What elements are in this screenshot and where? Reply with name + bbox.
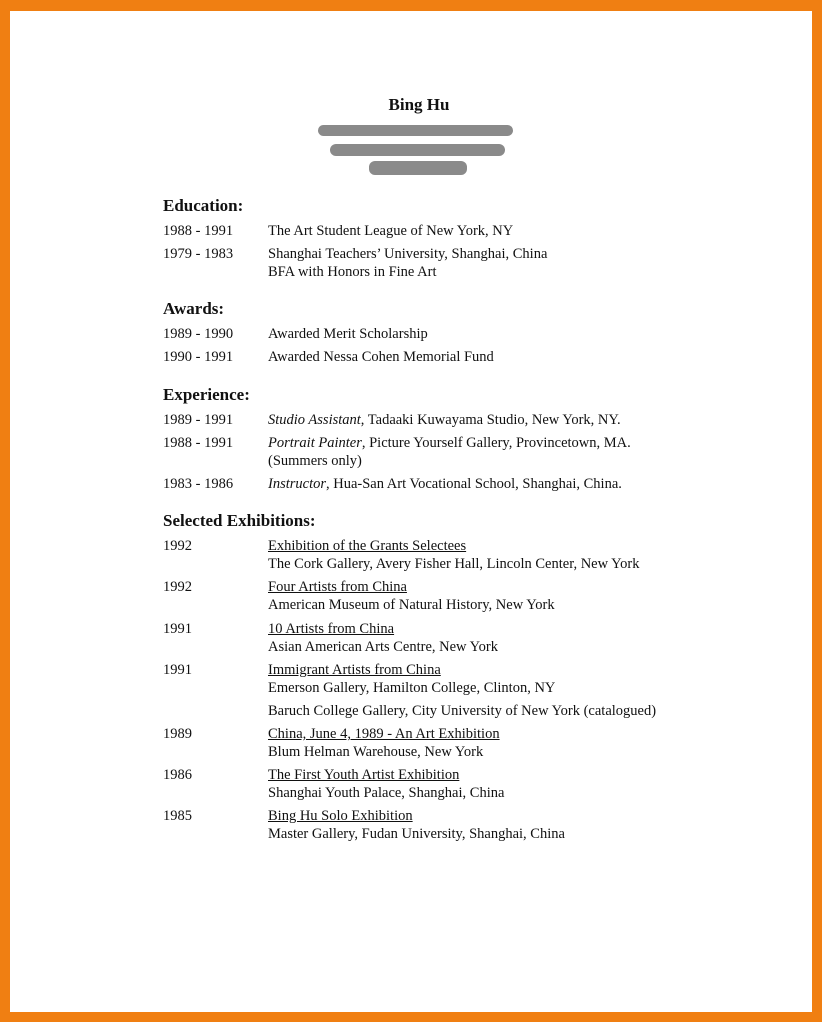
education-years: 1988 - 1991: [163, 223, 234, 239]
redacted-address-line-1: [318, 125, 513, 136]
exhibition-title: Immigrant Artists from China: [268, 662, 441, 678]
exhibition-venue: Emerson Gallery, Hamilton College, Clinton, NY: [268, 680, 556, 696]
redacted-address-line-3: [369, 161, 467, 175]
exhibition-venue: Shanghai Youth Palace, Shanghai, China: [268, 785, 505, 801]
education-entry-detail: BFA with Honors in Fine Art: [268, 264, 437, 280]
exhibition-year: 1985: [163, 808, 192, 824]
awards-heading: Awards:: [163, 299, 225, 318]
experience-note: (Summers only): [268, 453, 362, 469]
education-entry: Shanghai Teachers’ University, Shanghai, China: [268, 246, 548, 262]
exhibition-venue: Baruch College Gallery, City University of New York (catalogued): [268, 703, 657, 719]
exhibition-title: Four Artists from China: [268, 579, 407, 595]
experience-role: Studio Assistant: [268, 412, 361, 428]
experience-entry: [268, 434, 631, 452]
exhibition-venue: The Cork Gallery, Avery Fisher Hall, Lincoln Center, New York: [268, 556, 640, 572]
experience-entry: [268, 411, 621, 429]
experience-role: Portrait Painter: [268, 435, 362, 451]
resume-page: [10, 11, 812, 1012]
exhibition-year: 1986: [163, 767, 192, 783]
exhibition-year: 1992: [163, 579, 192, 595]
experience-role: Instructor: [268, 476, 326, 492]
award-entry: Awarded Nessa Cohen Memorial Fund: [268, 349, 494, 365]
experience-years: 1983 - 1986: [163, 476, 234, 492]
education-years: 1979 - 1983: [163, 246, 234, 262]
exhibition-year: 1992: [163, 538, 192, 554]
experience-heading: Experience:: [163, 385, 250, 404]
exhibition-venue: Master Gallery, Fudan University, Shanghai, China: [268, 826, 565, 842]
experience-place: , Tadaaki Kuwayama Studio, New York, NY.: [360, 412, 621, 428]
exhibitions-heading: Selected Exhibitions:: [163, 511, 316, 530]
redacted-address-line-2: [330, 144, 505, 156]
experience-place: , Hua-San Art Vocational School, Shanghai, China.: [326, 476, 622, 492]
exhibition-year: 1991: [163, 662, 192, 678]
exhibition-venue: Asian American Arts Centre, New York: [268, 639, 498, 655]
exhibition-year: 1989: [163, 726, 192, 742]
exhibition-year: 1991: [163, 621, 192, 637]
experience-years: 1988 - 1991: [163, 435, 234, 451]
award-years: 1990 - 1991: [163, 349, 234, 365]
resume-name: Bing Hu: [388, 95, 450, 114]
exhibition-venue: American Museum of Natural History, New York: [268, 597, 555, 613]
education-entry: The Art Student League of New York, NY: [268, 223, 514, 239]
award-years: 1989 - 1990: [163, 326, 234, 342]
experience-entry: [268, 475, 622, 493]
exhibition-title: China, June 4, 1989 - An Art Exhibition: [268, 726, 500, 742]
experience-years: 1989 - 1991: [163, 412, 234, 428]
exhibition-title: Bing Hu Solo Exhibition: [268, 808, 413, 824]
exhibition-title: 10 Artists from China: [268, 621, 395, 637]
award-entry: Awarded Merit Scholarship: [268, 326, 428, 342]
exhibition-title: Exhibition of the Grants Selectees: [268, 538, 467, 554]
education-heading: Education:: [163, 196, 244, 215]
exhibition-title: The First Youth Artist Exhibition: [268, 767, 460, 783]
exhibition-venue: Blum Helman Warehouse, New York: [268, 744, 484, 760]
experience-place: , Picture Yourself Gallery, Provincetown, MA.: [361, 435, 631, 451]
